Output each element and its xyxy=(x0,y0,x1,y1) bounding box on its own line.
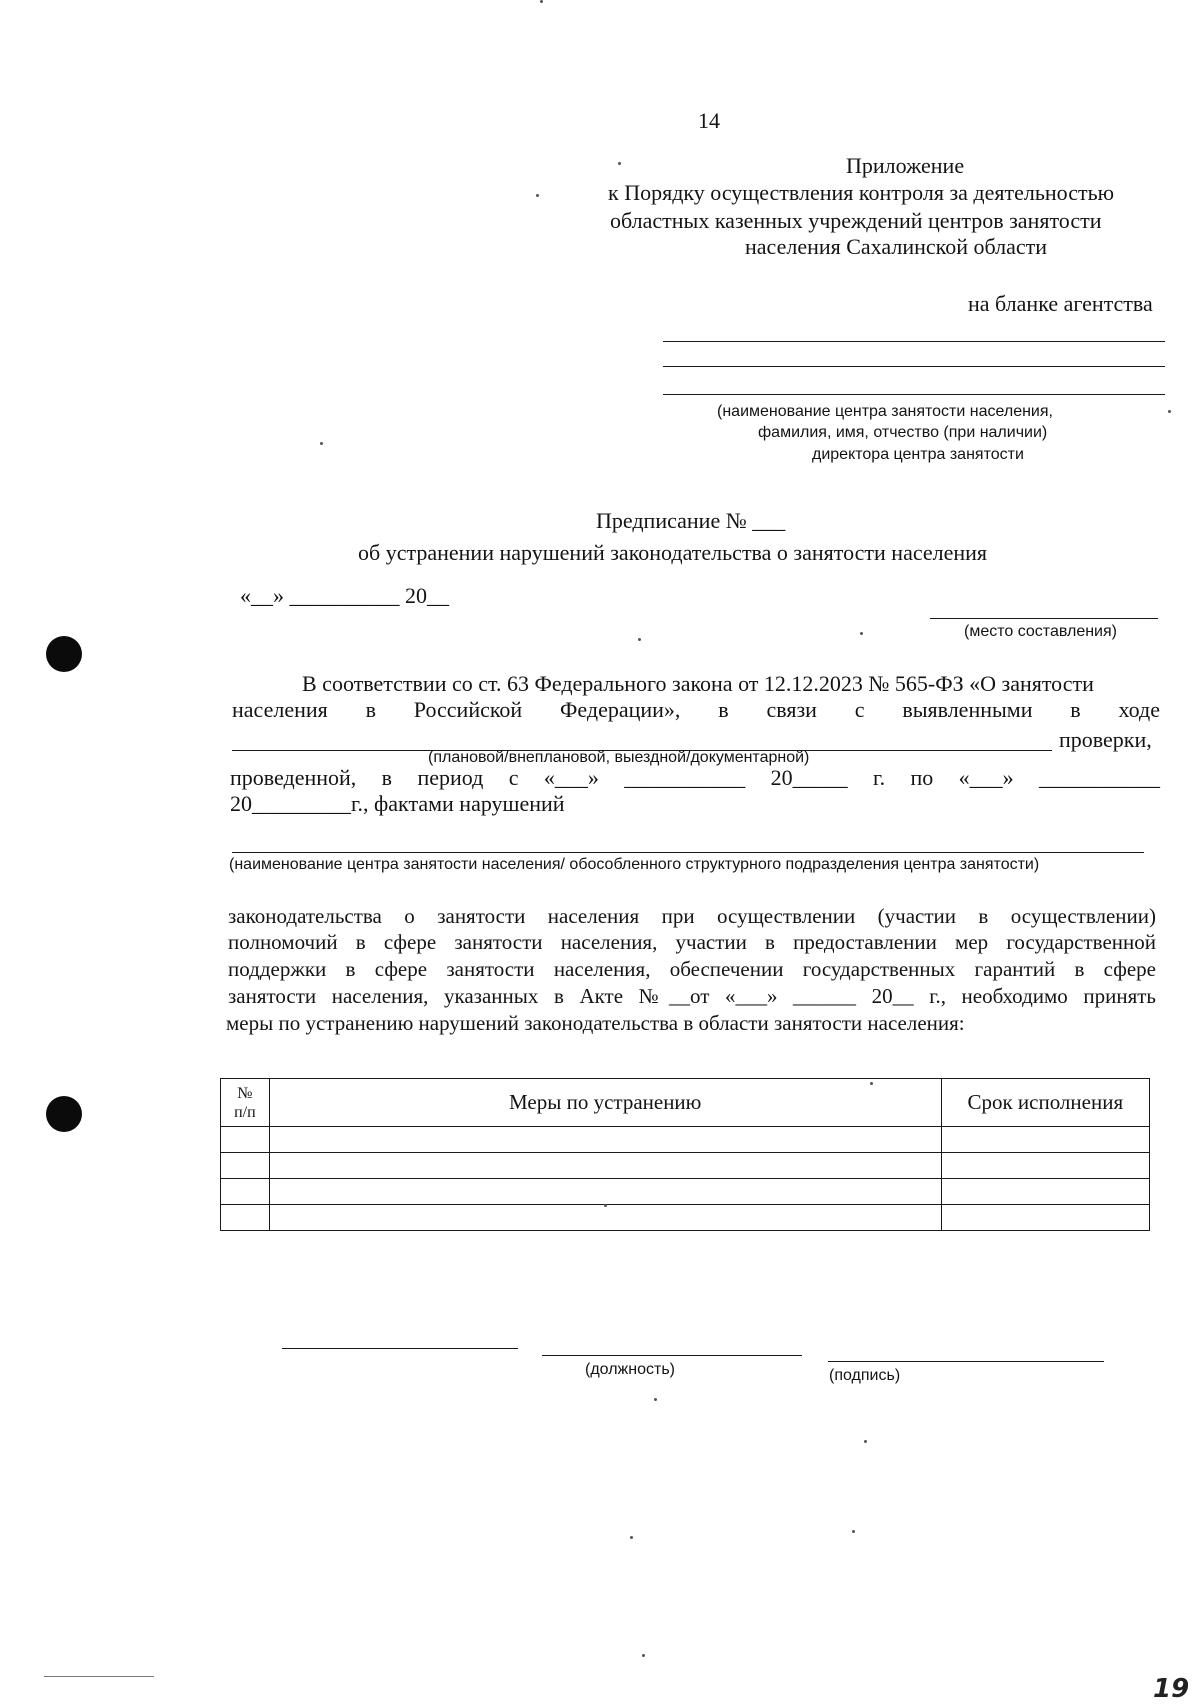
table-row xyxy=(221,1127,1150,1153)
scan-speck xyxy=(1168,410,1171,413)
para1-line-4: проведенной, в период с «___» ___________ 20_____ г. по «___» ___________ xyxy=(230,765,1160,790)
scan-speck xyxy=(852,1530,855,1533)
scan-mark-line xyxy=(44,1676,154,1677)
prescription-title: Предписание № ___ xyxy=(596,508,786,533)
appendix-title: Приложение xyxy=(846,153,965,178)
page-number: 14 xyxy=(698,108,720,133)
scan-speck xyxy=(860,632,863,635)
binder-hole-bottom xyxy=(46,1096,82,1132)
letterhead-line-3 xyxy=(663,394,1165,395)
scan-speck xyxy=(320,442,323,445)
date-line: «__» __________ 20__ xyxy=(240,583,449,608)
appendix-line-1: к Порядку осуществления контроля за деятельностью xyxy=(608,180,1115,205)
center-name-line xyxy=(232,852,1144,853)
table-row xyxy=(221,1153,1150,1179)
para2-line-5: меры по устранению нарушений законодательства в области занятости населения: xyxy=(226,1011,965,1035)
measures-table xyxy=(220,1078,1150,1231)
scan-speck xyxy=(642,1654,645,1657)
letterhead-line-1 xyxy=(663,341,1165,342)
para1-line-1: В соответствии со ст. 63 Федерального закона от 12.12.2023 № 565-ФЗ «О занятости xyxy=(302,671,1094,696)
prescription-subtitle: об устранении нарушений законодательства о занятости населения xyxy=(358,540,988,565)
scan-speck xyxy=(618,162,621,165)
check-type-caption: (плановой/внеплановой, выездной/документарной) xyxy=(428,749,810,766)
scan-speck xyxy=(536,194,539,197)
para2-line-2: полномочий в сфере занятости населения, участии в предоставлении мер государственной xyxy=(228,930,1156,954)
scan-speck xyxy=(654,1398,657,1401)
scan-speck xyxy=(540,0,543,3)
para1-line-5: 20_________г., фактами нарушений xyxy=(230,791,565,816)
appendix-line-2: областных казенных учреждений центров занятости xyxy=(610,208,1102,233)
signature-line-1 xyxy=(282,1348,518,1349)
place-caption: (место составления) xyxy=(964,623,1117,640)
para1-line-2: населения в Российской Федерации», в связи с выявленными в ходе xyxy=(232,697,1160,722)
para2-line-3: поддержки в сфере занятости населения, обеспечении государственных гарантий в сфере xyxy=(228,957,1156,981)
position-caption: (должность) xyxy=(585,1361,675,1378)
scan-speck xyxy=(604,1204,607,1207)
center-name-caption: (наименование центра занятости населения/ обособленного структурного подразделения центра занятости) xyxy=(229,856,1040,873)
para2-line-4: занятости населения, указанных в Акте №__от «___» ______ 20__ г., необходимо принять xyxy=(228,984,1156,1008)
handwritten-page-number: 19 xyxy=(1153,1674,1190,1704)
table-row xyxy=(221,1179,1150,1205)
col-header-number: № п/п xyxy=(221,1079,270,1127)
binder-hole-top xyxy=(46,636,82,672)
appendix-line-3: населения Сахалинской области xyxy=(745,234,1048,259)
scan-speck xyxy=(630,1536,633,1539)
signature-caption: (подпись) xyxy=(829,1367,901,1384)
col-header-measures: Меры по устранению xyxy=(269,1079,941,1127)
letterhead-caption-3: директора центра занятости xyxy=(812,446,1024,463)
position-line xyxy=(542,1355,802,1356)
col-header-deadline: Срок исполнения xyxy=(941,1079,1149,1127)
table-header-row xyxy=(221,1079,1150,1127)
table-row xyxy=(221,1205,1150,1231)
para1-checks-word: проверки, xyxy=(1059,727,1152,752)
letterhead-caption-1: (наименование центра занятости населения, xyxy=(717,403,1053,420)
para2-line-1: законодательства о занятости населения при осуществлении (участии в осуществлении) xyxy=(228,904,1156,928)
letterhead-line-2 xyxy=(663,366,1165,367)
scan-speck xyxy=(870,1082,873,1085)
scan-speck xyxy=(638,638,641,641)
letterhead-label: на бланке агентства xyxy=(968,291,1153,316)
scan-speck xyxy=(864,1440,867,1443)
letterhead-caption-2: фамилия, имя, отчество (при наличии) xyxy=(758,424,1048,441)
signature-line xyxy=(828,1361,1104,1362)
place-line xyxy=(930,618,1158,619)
